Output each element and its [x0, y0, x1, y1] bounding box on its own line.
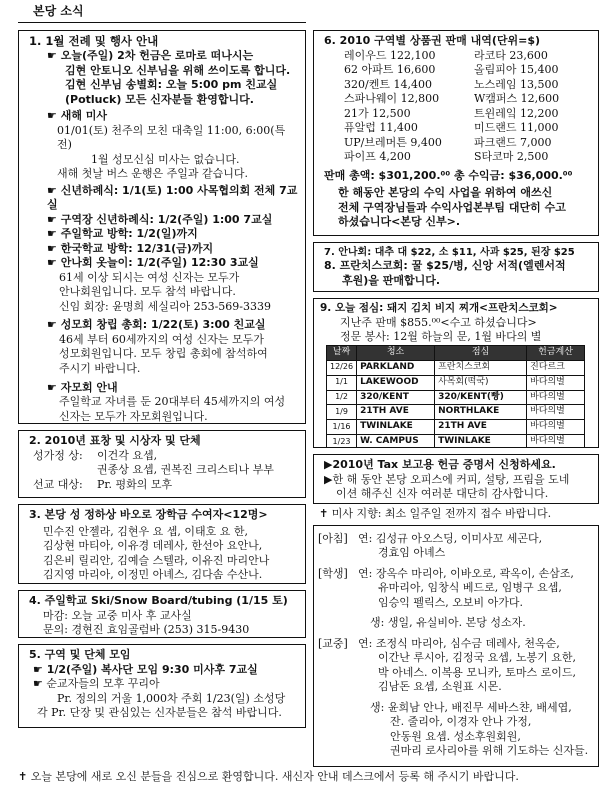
box-tax	[313, 454, 599, 504]
box-scholarship	[18, 504, 306, 584]
ski-deadline: 마감: 오늘 교중 미사 후 교사실	[43, 608, 192, 622]
lunch-sub1: 지난주 판매 $855.⁰⁰<수고 하셨습니다>	[340, 315, 537, 329]
pointer-icon: ☛	[33, 677, 47, 691]
sales-total: 판매 총액: $301,200.⁰⁰ 총 수익금: $36,000.⁰⁰	[324, 168, 573, 182]
pointer-icon: ☛	[47, 380, 61, 394]
events-item8: ☛ 성모회 창립 총회: 1/22(토) 3:00 친교실 46세 부터 60세까지의 여성 신자는 모두가 성모회원입니다. 모두 창립 총회에 참석하여 주시기 바랍니다.	[47, 318, 268, 375]
awards-line2: 선교 대상: Pr. 평화의 모후	[33, 477, 173, 491]
francis-sales: 8. 프란치스코회: 꿀 $25/병, 신앙 서적(엘렌서적 후원)을 판매합니다.	[324, 259, 566, 287]
box-lunch	[313, 298, 599, 448]
lunch-heading: 9. 오늘 점심: 돼지 김치 비지 찌개<프란치스코회>	[320, 302, 558, 314]
pointer-icon: ☛	[47, 256, 61, 270]
ski-contact: 문의: 경현진 효임골럼바 (253) 315-9430	[43, 623, 250, 637]
donation-thanks-2: 이션 해주신 신자 여러분 대단히 감사합니다.	[336, 487, 549, 501]
right-column	[313, 30, 599, 773]
events-item2: ☛ 새해 미사 01/01(토) 천주의 모친 대축일 11:00, 6:00(특전) 1월 성모신심 미사는 없습니다. 새해 첫날 버스 운행은 주일과 같습니다.	[47, 109, 286, 181]
events-heading: 1. 1월 전례 및 행사 안내	[29, 34, 159, 48]
intention-group-main: [교중] 연: 조정식 마리아, 심수금 데레사, 천옥순, 이간난 루시아, 김정국 요셉, 노봉기 요한, 박 아네스. 이복용 모니카, 토마스 로이드, 김남돈 요셉, 소원표 시몬.	[318, 636, 576, 694]
events-item1: ☛ 오늘(주일) 2차 헌금은 로마로 떠나시는 김현 안토니오 신부님을 위해 쓰이도록 합니다. 김현 신부님 송별회: 오늘 5:00 pm 친교실 (Potluck) 모든 신자분들 환영합니다.	[47, 49, 291, 106]
events-item7: ☛ 안나회 옷늘이: 1/2(주일) 12:30 3교실 61세 이상 되시는 여성 신자는 모두가 안나회원입니다. 모두 참석 바랍니다. 신임 회장: 윤명희 세실리아 253-569-3339	[47, 256, 271, 313]
meetings-heading: 5. 구역 및 단체 모임	[29, 648, 131, 661]
awards-line1: 성가정 상: 이건각 요셉,	[33, 448, 158, 462]
service-schedule-table	[326, 345, 585, 448]
events-item6: ☛ 한국학교 방학: 12/31(금)까지	[47, 241, 214, 255]
table-row: 1/2 320/KENT 320/KENT(빵) 바다의별	[327, 390, 585, 405]
cross-icon: ✝	[319, 507, 332, 520]
left-column	[18, 30, 306, 734]
donation-thanks-1: ▶한 해 동안 본당 오피스에 커피, 설탕, 프림을 도네	[324, 472, 570, 486]
sales-heading: 6. 2010 구역별 상품권 판매 내역(단위=$)	[324, 34, 541, 47]
sales-thanks: 한 해동안 본당의 수익 사업을 위하여 애쓰신 전체 구역장님들과 수익사업본부팀 대단히 수고 하셨습니다<본당 신부>.	[338, 186, 566, 229]
pointer-icon: ☛	[47, 49, 61, 63]
table-row: 1/1 LAKEWOOD 사목회(떡국) 바다의별	[327, 375, 585, 390]
tax-line: ▶2010년 Tax 보고용 헌금 증명서 신청하세요.	[324, 458, 556, 471]
page-title: 본당 소식	[33, 4, 84, 18]
table-row: 1/23 W. CAMPUS TWINLAKE 바다의별	[327, 435, 585, 448]
pointer-icon: ☛	[47, 227, 61, 241]
scholarship-names: 민수진 안젤라, 김현우 요 셉, 이태호 요 한, 김상현 마티아, 이유경 데레사, 한선아 요안나, 김은비 릴리안, 김예슬 스텔라, 이유진 마리안나 김지영 마리아, 이정민 아녜스, 김다솜 수산나.	[43, 524, 270, 582]
events-item3: ☛ 신년하례식: 1/1(토) 1:00 사목협의회 전체 7교실	[47, 183, 298, 212]
box-events	[18, 30, 306, 424]
box-mass-intentions	[313, 525, 599, 767]
meetings-item1: ☛ 1/2(주일) 복사단 모임 9:30 미사후 7교실	[33, 662, 258, 676]
table-header-row: 날짜 청소 점심 헌금계산	[327, 345, 585, 360]
mass-intention-notice: ✝ 미사 지향: 최소 일주일 전까지 접수 바랍니다.	[319, 507, 552, 520]
intention-group-morning: [아침] 연: 김성규 아오스딩, 이미사꼬 세곤다, 경효임 아녜스	[318, 531, 543, 560]
pointer-icon: ☛	[47, 212, 61, 226]
title-divider	[18, 22, 306, 23]
lunch-sub2: 정문 봉사: 12월 하늘의 문, 1월 바다의 별	[340, 330, 542, 344]
pointer-icon: ☛	[33, 662, 47, 676]
box-meetings	[18, 644, 306, 728]
pointer-icon: ☛	[47, 241, 61, 255]
box-awards	[18, 430, 306, 498]
box-sales-items	[313, 242, 599, 292]
events-item9: ☛ 자모회 안내 주일학교 자녀를 둔 20대부터 45세까지의 여성 신자는 모두가 자모회원입니다.	[47, 380, 286, 423]
box-sales	[313, 30, 599, 236]
ski-heading: 4. 주일학교 Ski/Snow Board/tubing (1/15 토)	[29, 594, 288, 607]
scholarship-heading: 3. 본당 성 정하상 바오로 장학금 수여자<12명>	[29, 508, 268, 521]
awards-heading: 2. 2010년 표창 및 시상자 및 단체	[29, 434, 201, 447]
events-item5: ☛ 주일학교 방학: 1/2(일)까지	[47, 227, 198, 241]
intention-group-student: [학생] 연: 장옥수 마리아, 이바오로, 곽옥이, 손삼조, 유마리아, 임창식 베드로, 임병구 요셉, 임승익 펠릭스, 오보비 아가다.	[318, 566, 574, 609]
awards-line1b: 권종상 요셉, 권복진 크리스티나 부부	[97, 463, 274, 477]
events-item4: ☛ 구역장 신년하례식: 1/2(주일) 1:00 7교실	[47, 212, 273, 226]
pointer-icon: ☛	[47, 318, 61, 332]
anna-sales: 7. 안나회: 대추 대 $22, 소 $11, 사과 $25, 된장 $25	[324, 247, 575, 258]
welcome-footer: ✝ 오늘 본당에 새로 오신 분들을 진심으로 환영합니다. 새신자 안내 데스크에서 등록 해 주시기 바랍니다.	[18, 770, 519, 783]
cross-icon: ✝	[18, 770, 31, 783]
pointer-icon: ☛	[47, 109, 61, 123]
table-row: 12/26 PARKLAND 프란치스코회 진다르크	[327, 360, 585, 375]
sales-table: 레이우드 122,100 라코타 23,600 62 아파트 16,600 올림피아 15,400 320/켄트 14,400 노스레임 13,500 스파나웨이 12,800 W캠퍼스 12,600 21가 12,500 트윈레잌 12,200 퓨알럽 11,400 미드랜드 11,000 UP/브레머튼 9,400 파크랜드 7,000 파이프 4,200 S타코마 2,500	[344, 48, 560, 164]
box-ski	[18, 590, 306, 638]
table-row: 1/9 21TH AVE NORTHLAKE 바다의별	[327, 405, 585, 420]
meetings-item2: ☛ 순교자들의 모후 꾸리아 Pr. 정의의 거울 1,000차 주회 1/23(일) 소성당 각 Pr. 단장 및 관심있는 신자분들은 참석 바랍니다.	[33, 677, 286, 720]
pointer-icon: ☛	[47, 183, 61, 197]
intention-group-main-birthday: 생: 윤희남 안나, 배진무 세바스챤, 배세엽, 잔. 줄리아, 이경자 안나 가정, 안동원 요셉. 성소후원회원, 권마리 로사리아를 위해 기도하는 신자들.	[370, 700, 589, 758]
table-row: 1/16 TWINLAKE 21TH AVE 바다의별	[327, 420, 585, 435]
intention-group-student-birthday: 생: 생일, 유실비아. 본당 성소자.	[370, 616, 526, 630]
